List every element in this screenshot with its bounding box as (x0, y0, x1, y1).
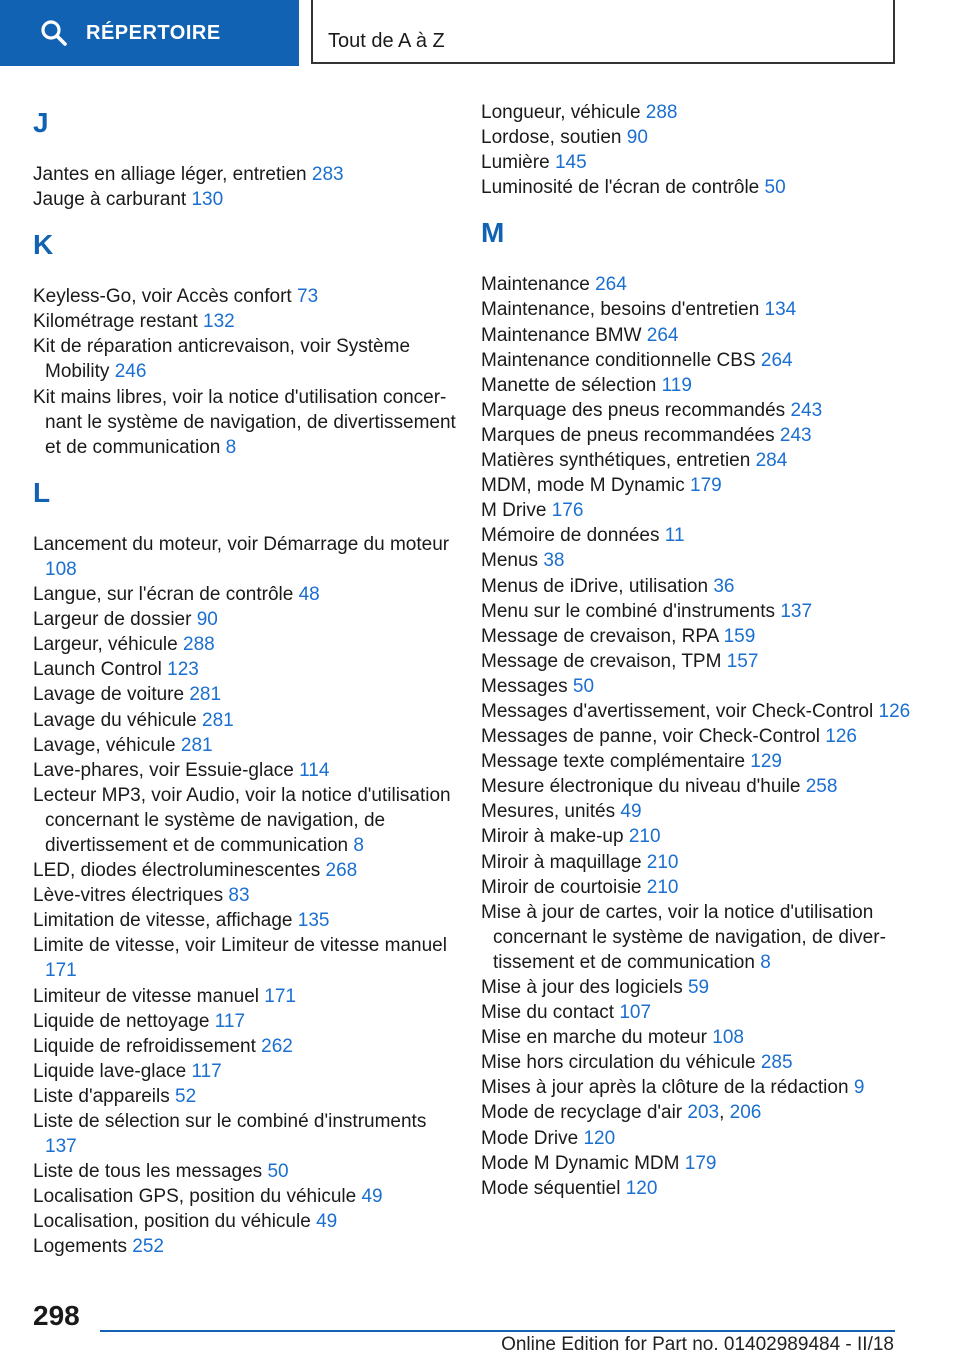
index-entry-text: Lancement du moteur, voir Démarrage du moteur (33, 533, 450, 555)
index-entry (481, 1050, 911, 1075)
index-entry-text: Mode séquentiel (481, 1177, 621, 1199)
index-entry (33, 657, 463, 682)
index-entry (33, 1184, 463, 1209)
page-link[interactable]: 134 (764, 299, 797, 321)
index-entry (33, 783, 463, 858)
index-entry (481, 1025, 911, 1050)
page-link[interactable]: 117 (191, 1060, 222, 1082)
page-link[interactable]: 120 (583, 1127, 616, 1149)
page-link[interactable]: 243 (790, 399, 823, 421)
page-link[interactable]: 285 (760, 1052, 793, 1074)
page-link[interactable]: 258 (805, 776, 838, 798)
index-entry-text: Message texte complémentaire (481, 751, 746, 773)
index-entry (481, 448, 911, 473)
index-button[interactable] (0, 0, 299, 66)
page-link[interactable]: 135 (297, 910, 330, 932)
index-entry-text: Menu sur le combiné d'instruments (481, 600, 776, 622)
page-link[interactable]: 49 (361, 1186, 383, 1208)
index-entry-text: Manette de sélection (481, 374, 657, 396)
index-entry-text: Mise en marche du moteur (481, 1027, 707, 1049)
index-entry (33, 162, 463, 187)
index-entry (33, 1084, 463, 1109)
page-link[interactable]: 203 (687, 1102, 720, 1124)
index-entry (481, 1176, 911, 1201)
page-link[interactable]: 130 (191, 189, 224, 211)
index-entry-text: M Drive (481, 500, 547, 522)
index-entry (33, 758, 463, 783)
letter-heading: J (33, 107, 49, 138)
page-link[interactable]: 179 (690, 475, 722, 497)
index-entry (481, 423, 911, 448)
page-link[interactable]: 246 (114, 361, 147, 383)
index-entry (33, 632, 463, 657)
index-entry-text: Limitation de vitesse, affichage (33, 910, 293, 932)
page-link[interactable]: 157 (726, 650, 759, 672)
index-entry (481, 548, 911, 573)
index-entry-text: Mémoire de données (481, 525, 660, 547)
page-link[interactable]: 179 (684, 1152, 717, 1174)
index-entry-text: Messages d'avertissement, voir Check-Control (481, 700, 874, 722)
index-entry-text: Mode M Dynamic MDM (481, 1152, 680, 1174)
letter-heading: L (33, 476, 51, 508)
index-section (481, 272, 911, 1200)
index-column-right (481, 100, 911, 1217)
page-link[interactable]: 117 (214, 1010, 246, 1032)
index-entry (481, 799, 911, 824)
index-entry-text: Limite de vitesse, voir Limiteur de vitesse manuel (33, 935, 447, 957)
page-link[interactable]: 281 (180, 734, 213, 756)
index-entry-text: Lavage de voiture (33, 684, 185, 706)
page-link[interactable]: 50 (267, 1161, 289, 1183)
index-entry-text: Liste de tous les messages (33, 1161, 263, 1183)
page-link[interactable]: 210 (646, 876, 679, 898)
index-entry-text: Liquide lave-glace (33, 1060, 187, 1082)
index-entry-text: Mesure électronique du niveau d'huile (481, 776, 801, 798)
page-link[interactable]: 137 (780, 600, 813, 622)
index-entry (33, 908, 463, 933)
index-entry-text: Largeur de dossier (33, 609, 192, 631)
index-entry (481, 1000, 911, 1025)
index-entry (481, 624, 911, 649)
header (0, 0, 960, 66)
index-entry-text: Maintenance, besoins d'entretien (481, 299, 760, 321)
index-entry (481, 498, 911, 523)
index-entry (33, 187, 463, 212)
index-entry-text: Mises à jour après la clôture de la rédaction (481, 1077, 849, 1099)
letter-heading: M (481, 217, 505, 249)
page-link[interactable]: 264 (595, 274, 627, 296)
page-link[interactable]: 8 (760, 951, 771, 973)
index-entry (481, 975, 911, 1000)
index-entry-text: Maintenance conditionnelle CBS (481, 349, 756, 371)
page-link[interactable]: 281 (202, 709, 234, 731)
page-link[interactable]: 49 (620, 801, 642, 823)
page-link[interactable]: 129 (750, 751, 782, 773)
index-entry-text: Lève-vitres électriques (33, 885, 224, 907)
index-entry (481, 824, 911, 849)
index-entry-text: Mesures, unités (481, 801, 616, 823)
index-entry (33, 984, 463, 1009)
page-link[interactable]: 137 (45, 1136, 77, 1158)
index-entry (33, 933, 463, 983)
index-entry-text: Localisation GPS, position du véhicule (33, 1186, 357, 1208)
page-link[interactable]: 126 (825, 726, 857, 748)
index-entry (481, 649, 911, 674)
index-entry (33, 1159, 463, 1184)
edition-info: Online Edition for Part no. 01402989484 - II/18 (501, 1334, 894, 1355)
letter-heading: K (33, 229, 54, 261)
index-entry (481, 749, 911, 774)
index-section (33, 532, 463, 1260)
page-link[interactable]: 36 (713, 575, 735, 597)
index-entry-text: Miroir à make-up (481, 826, 624, 848)
index-entry (33, 607, 463, 632)
index-entry: Mode de recyclage d'air 203, 206 (481, 1102, 762, 1124)
page-link[interactable]: 38 (543, 550, 565, 572)
index-entry (33, 1009, 463, 1034)
page-link[interactable]: 49 (316, 1211, 338, 1233)
page-link[interactable]: 176 (551, 500, 584, 522)
index-entry-text: LED, diodes électroluminescentes (33, 860, 321, 882)
page-link[interactable]: 262 (261, 1035, 293, 1057)
index-entry (481, 674, 911, 699)
section-title-tab[interactable]: Tout de A à Z (311, 0, 895, 64)
index-entry (33, 1209, 463, 1234)
page-link[interactable]: 284 (755, 450, 788, 472)
page-link[interactable]: 52 (175, 1085, 197, 1107)
index-entry-text: Mode de recyclage d'air (481, 1102, 683, 1124)
page-link[interactable]: 11 (664, 525, 685, 547)
index-entry-text: Menus (481, 550, 539, 572)
index-entry (33, 733, 463, 758)
page-link[interactable]: 108 (712, 1027, 744, 1049)
index-entry-text: Liquide de nettoyage (33, 1010, 210, 1032)
page-link[interactable]: 48 (298, 584, 320, 606)
index-entry-text: Kit mains libres, voir la notice d'utilisation concernant le système de navigation, de divertissement et de communication (33, 386, 456, 458)
index-entry (33, 582, 463, 607)
page-link[interactable]: 210 (646, 851, 679, 873)
index-entry (481, 599, 911, 624)
index-entry-text: Mise hors circulation du véhicule (481, 1052, 756, 1074)
page-link[interactable]: 171 (45, 960, 77, 982)
index-entry-text: Localisation, position du véhicule (33, 1211, 311, 1233)
index-entry-text: Liquide de refroidissement (33, 1035, 256, 1057)
search-icon (40, 19, 68, 47)
page-link[interactable]: 288 (183, 634, 215, 656)
index-entry (481, 175, 911, 200)
index-entry-text: Menus de iDrive, utilisation (481, 575, 709, 597)
index-entry (481, 150, 911, 175)
index-entry-text: Maintenance (481, 274, 590, 296)
index-entry-text: Kilométrage restant (33, 311, 198, 333)
index-entry (481, 1126, 911, 1151)
index-entry (33, 1234, 463, 1259)
index-entry-text: Mise à jour des logiciels (481, 977, 683, 998)
index-entry-text: Mise à jour de cartes, voir la notice d'utilisation concernant le système de navigation, de divertissement et de communication (481, 901, 886, 973)
page-link[interactable]: 281 (189, 684, 222, 706)
index-entry-text: Matières synthétiques, entretien (481, 450, 751, 472)
index-entry-text: Liste de sélection sur le combiné d'instruments (33, 1111, 427, 1132)
page-link[interactable]: 8 (353, 834, 364, 856)
page-link[interactable]: 90 (626, 127, 648, 149)
index-entry (481, 125, 911, 150)
index-entry-text: Longueur, véhicule (481, 102, 641, 123)
index-entry (33, 284, 463, 309)
index-entry-text: MDM, mode M Dynamic (481, 475, 685, 497)
page-link[interactable]: 132 (203, 311, 235, 333)
index-entry-text: Marquage des pneus recommandés (481, 399, 786, 421)
index-entry (481, 875, 911, 900)
index-entry (481, 724, 911, 749)
index-entry (33, 1059, 463, 1084)
index-entry-text: Limiteur de vitesse manuel (33, 985, 259, 1007)
index-entry-text: Miroir de courtoisie (481, 876, 642, 898)
index-entry (33, 708, 463, 733)
index-entry (33, 682, 463, 707)
page-link[interactable]: 73 (297, 286, 319, 308)
page-link[interactable]: 107 (619, 1002, 652, 1024)
page-link[interactable]: 90 (196, 609, 218, 631)
index-entry (481, 100, 911, 125)
page-link[interactable]: 252 (132, 1236, 164, 1258)
index-entry-text: Launch Control (33, 659, 162, 681)
index-entry-text: Mise du contact (481, 1002, 615, 1024)
index-entry (33, 858, 463, 883)
page-link[interactable]: 8 (225, 436, 237, 458)
index-entry (33, 1034, 463, 1059)
index-entry-text: Lavage, véhicule (33, 734, 176, 756)
page-link[interactable]: 264 (646, 324, 679, 346)
index-entry-text: Lecteur MP3, voir Audio, voir la notice d'utilisation concernant le système de navigation, de divertissement et de communication (33, 784, 451, 856)
index-entry (481, 574, 911, 599)
page-number: 298 (33, 1300, 80, 1331)
page-link[interactable]: 120 (625, 1177, 658, 1199)
page-link[interactable]: 288 (645, 102, 678, 123)
index-entry-text: Lumière (481, 152, 550, 174)
index-section (33, 162, 463, 212)
index-entry (481, 297, 911, 322)
index-entry (481, 473, 911, 498)
index-entry (481, 523, 911, 548)
page-link[interactable]: 119 (661, 374, 692, 396)
index-entry-text: Largeur, véhicule (33, 634, 178, 656)
page-link[interactable]: 159 (723, 625, 756, 647)
index-entry-text: Langue, sur l'écran de contrôle (33, 584, 294, 606)
index-entry (33, 309, 463, 334)
index-entry-text: Mode Drive (481, 1127, 579, 1149)
index-entry-text: Keyless-Go, voir Accès confort (33, 286, 292, 308)
index-entry (33, 334, 463, 384)
page-link[interactable]: 83 (228, 885, 250, 907)
index-entry (481, 348, 911, 373)
index-entry-text: Messages de panne, voir Check-Control (481, 726, 821, 748)
page-link[interactable]: 126 (878, 700, 911, 722)
index-entry-text: Lave-phares, voir Essuie-glace (33, 759, 294, 781)
index-entry (481, 398, 911, 423)
page-link[interactable]: 123 (167, 659, 199, 681)
index-entry (481, 900, 911, 975)
index-entry-text: Kit de réparation anticrevaison, voir Système Mobility (33, 336, 411, 383)
index-entry-text: Liste d'appareils (33, 1085, 170, 1107)
page-link[interactable]: 50 (764, 177, 786, 199)
footer-divider (100, 1330, 895, 1332)
index-entry-text: Miroir à maquillage (481, 851, 642, 873)
index-entry (481, 850, 911, 875)
index-entry (481, 272, 911, 297)
index-section (481, 100, 911, 200)
index-entry-text: Jantes en alliage léger, entretien (33, 164, 307, 185)
index-entry (481, 774, 911, 799)
index-entry-text: Jauge à carburant (33, 189, 187, 211)
page-link[interactable]: 50 (572, 675, 595, 697)
index-entry-text: Message de crevaison, RPA (481, 625, 719, 647)
index-column-left (33, 100, 463, 1276)
page-link[interactable]: 206 (729, 1102, 762, 1124)
index-entry (481, 1075, 911, 1100)
index-entry-text: Message de crevaison, TPM (481, 650, 722, 672)
page-link[interactable]: 243 (779, 424, 812, 446)
index-entry-text: Luminosité de l'écran de contrôle (481, 177, 760, 199)
index-entry (481, 699, 911, 724)
index-entry-text: Messages (481, 675, 568, 697)
page-link[interactable]: 171 (264, 985, 296, 1007)
page-link[interactable]: 108 (45, 558, 77, 580)
page-link[interactable]: 210 (628, 826, 661, 848)
index-entry (481, 323, 911, 348)
page-link[interactable]: 9 (853, 1077, 865, 1099)
index-entry-text: Lavage du véhicule (33, 709, 197, 731)
index-entry (33, 385, 463, 460)
index-section (33, 284, 463, 460)
page-link[interactable]: 283 (311, 164, 344, 185)
index-entry (481, 1151, 911, 1176)
page-link[interactable]: 114 (299, 759, 330, 781)
page-link[interactable]: 268 (325, 860, 358, 882)
index-entry (33, 1109, 463, 1159)
index-entry-text: Lordose, soutien (481, 127, 622, 149)
index-entry-text: Maintenance BMW (481, 324, 642, 346)
page-link[interactable]: 264 (760, 349, 793, 371)
index-button-label: RÉPERTOIRE (86, 21, 221, 44)
index-entry (481, 373, 911, 398)
index-entry (33, 532, 463, 582)
page-link[interactable]: 59 (687, 977, 710, 998)
page-link[interactable]: 145 (554, 152, 587, 174)
index-entry-text: Logements (33, 1236, 128, 1258)
index-entry-text: Marques de pneus recommandées (481, 424, 775, 446)
index-entry (33, 883, 463, 908)
